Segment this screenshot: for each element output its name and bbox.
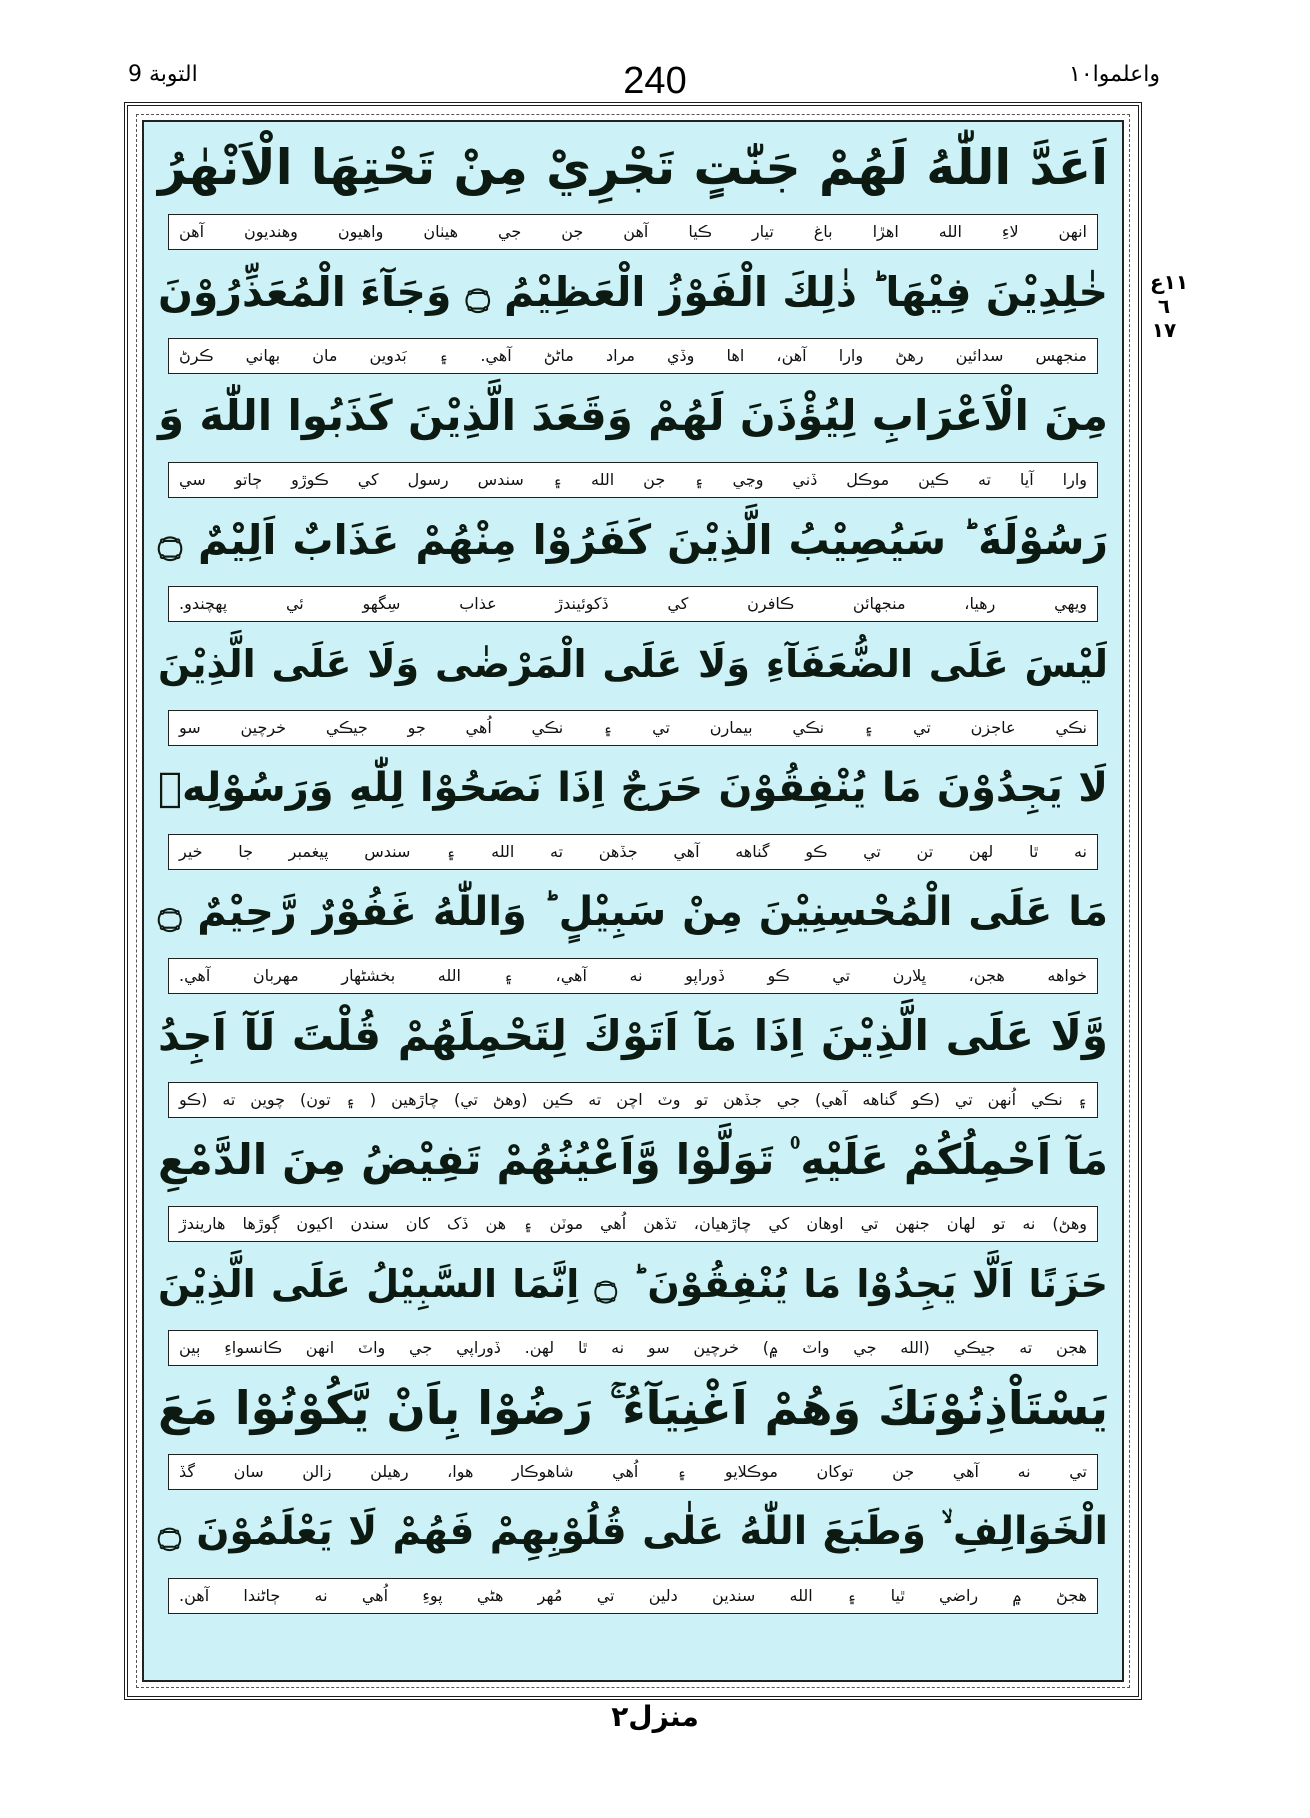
arabic-line: مَا عَلَى الْمُحْسِنِيْنَ مِنْ سَبِيْلٍ ؕ وَاللّٰهُ غَفُوْرٌ رَّحِيْمٌ ۝ (158, 889, 1108, 935)
arabic-line: مَآ اَحْمِلُكُمْ عَلَيْهِ ۠ تَوَلَّوْا وَّاَعْيُنُهُمْ تَفِيْضُ مِنَ الدَّمْعِ (158, 1135, 1108, 1184)
translation-line: هجن ته جيڪي (الله جي واٽ ۾) خرچين سو نه ٿا لهن. ڏوراپي جي واٽ انهن ڪانسواءِ ٻين (168, 1330, 1098, 1366)
translation-line: تي نه آهي جن توکان موڪلايو ۽ اُهي شاهوڪار هوا، رهيلن زالن سان گڏ (168, 1454, 1098, 1490)
translation-line: منجهس سدائين رهڻ وارا آهن، اها وڏي مراد ماڻڻ آهي. ۽ بَدوين مان بهاني ڪرڻ (168, 338, 1098, 374)
translation-line: نه ٿا لهن تن تي ڪو گناهه آهي جڏهن ته الله ۽ سندس پيغمبر جا خير (168, 834, 1098, 870)
page-number: 240 (623, 60, 687, 102)
arabic-line: لَا يَجِدُوْنَ مَا يُنْفِقُوْنَ حَرَجٌ اِذَا نَصَحُوْا لِلّٰهِ وَرَسُوْلِهٖ (158, 765, 1108, 811)
arabic-line: خٰلِدِيْنَ فِيْهَا ؕ ذٰلِكَ الْفَوْزُ الْعَظِيْمُ ۝ وَجَآءَ الْمُعَذِّرُوْنَ (157, 268, 1108, 316)
arabic-line: الْخَوَالِفِ ۙ وَطَبَعَ اللّٰهُ عَلٰى قُلُوْبِهِمْ فَهُمْ لَا يَعْلَمُوْنَ ۝ (158, 1509, 1108, 1554)
arabic-line: وَّلَا عَلَى الَّذِيْنَ اِذَا مَآ اَتَوْكَ لِتَحْمِلَهُمْ قُلْتَ لَآ اَجِدُ (158, 1011, 1108, 1060)
translation-line: نڪي عاجزن تي ۽ نڪي بيمارن تي ۽ نڪي اُهي جو جيڪي خرچين سو (168, 710, 1098, 746)
translation-line: انهن لاءِ الله اهڙا باغ تيار ڪيا آهن جن جي هيٺان واهيون وهنديون آهن (168, 214, 1098, 250)
page-border (124, 102, 1142, 1700)
translation-line: ويهي رهيا، منجهائن ڪافرن کي ڏکوئيندڙ عذاب سِگهو ئي پهچندو. (168, 586, 1098, 622)
surah-label: التوبة 9 (128, 62, 198, 87)
translation-line: وهڻ) نه تو لهان جنهن تي اوهان کي چاڙهيان، تڏهن اُهي موٽن ۽ هن ڏک کان سندن اکيون ڳوڙها هاريندڙ (168, 1206, 1098, 1242)
translation-line: وارا آيا ته ڪين موڪل ڏني وڃي ۽ جن الله ۽ سندس رسول کي ڪوڙو ڄاتو سي (168, 462, 1098, 498)
arabic-line: حَزَنًا اَلَّا يَجِدُوْا مَا يُنْفِقُوْنَ ؕ ۝ اِنَّمَا السَّبِيْلُ عَلَى الَّذِيْنَ (158, 1262, 1109, 1306)
translation-line: هجڻ ۾ راضي ٿيا ۽ الله سندين دلين تي مُهر هڻي پوءِ اُهي نه ڄاڻندا آهن. (168, 1578, 1098, 1614)
arabic-line: لَيْسَ عَلَى الضُّعَفَآءِ وَلَا عَلَى الْمَرْضٰى وَلَا عَلَى الَّذِيْنَ (158, 642, 1108, 686)
translation-line: خواهه هجن، ڀلارن تي ڪو ڏوراپو نه آهي، ۽ الله بخشڻهار مهربان آهي. (168, 958, 1098, 994)
ruku-marker: ١١ع ٦ ١٧ (1150, 270, 1189, 342)
translation-line: ۽ نڪي اُنهن تي (ڪو گناهه آهي) جي جڏهن تو وٽ اچن ته ڪين (وهڻ تي) چاڙهين ( ۽ تون) چوين ته (ڪو (168, 1082, 1098, 1118)
manzil-label: منزل٢ (611, 1700, 699, 1733)
arabic-line: رَسُوْلَهٗ ؕ سَيُصِيْبُ الَّذِيْنَ كَفَرُوْا مِنْهُمْ عَذَابٌ اَلِيْمٌ ۝ (158, 516, 1108, 564)
arabic-line: اَعَدَّ اللّٰهُ لَهُمْ جَنّٰتٍ تَجْرِيْ مِنْ تَحْتِهَا الْاَنْهٰرُ (158, 139, 1108, 196)
juz-label: واعلموا١٠ (1069, 62, 1160, 87)
text-panel (142, 120, 1124, 1682)
arabic-line: مِنَ الْاَعْرَابِ لِيُؤْذَنَ لَهُمْ وَقَعَدَ الَّذِيْنَ كَذَبُوا اللّٰهَ وَ (158, 391, 1108, 440)
arabic-line: يَسْتَاْذِنُوْنَكَ وَهُمْ اَغْنِيَآءُ ۚ رَضُوْا بِاَنْ يَّكُوْنُوْا مَعَ (158, 1381, 1108, 1435)
